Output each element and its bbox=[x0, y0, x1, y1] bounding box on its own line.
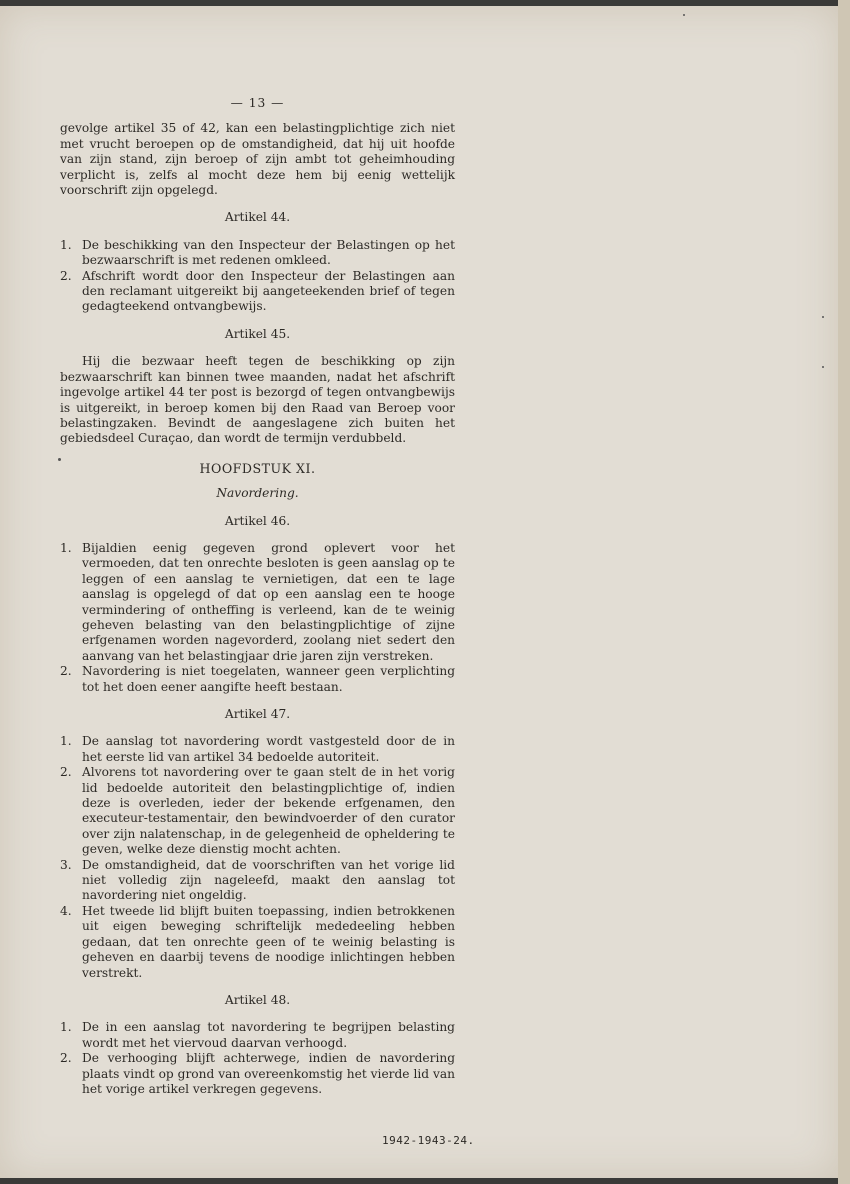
chapter-title: HOOFDSTUK XI. bbox=[199, 460, 316, 476]
item-number: 1. bbox=[60, 237, 72, 252]
article-46-item bbox=[60, 664, 455, 695]
article-46-title: Artikel 46. bbox=[224, 513, 291, 528]
paper-speck bbox=[58, 458, 61, 461]
paper-speck bbox=[822, 316, 824, 318]
item-number: 2. bbox=[60, 765, 72, 780]
article-44-list bbox=[60, 238, 455, 315]
article-48-item bbox=[60, 1051, 455, 1097]
item-text: Bijaldien eenig gegeven grond oplevert voor het vermoeden, dat ten onrechte besloten is geen aanslag op te leggen of een aanslag te vernietigen, dat een te lage aanslag is opgelegd of dat op een aanslag een te hooge vermindering of ontheffing is verleend, kan de te weinig geheven belasting van den belastingplichtige of zijne erfgenamen worden nagevorderd, zoolang niet sedert den aanvang van het belastingjaar drie jaren zijn verstreken. bbox=[82, 540, 455, 663]
item-number: 2. bbox=[60, 1051, 72, 1066]
item-text: De beschikking van den Inspecteur der Belastingen op het bezwaarschrift is met redenen omkleed. bbox=[82, 237, 455, 268]
article-44-item bbox=[60, 269, 455, 315]
item-number: 2. bbox=[60, 664, 72, 679]
item-text: Alvorens tot navordering over te gaan stelt de in het vorig lid bedoelde autoriteit den belastingplichtige of, indien deze is overleden, ieder der bekende erfgenamen, den executeur-testamentair, den bewindvoerder of den curator over zijn nalatenschap, in de gelegenheid de opheldering te geven, welke deze dienstig mocht achten. bbox=[82, 765, 455, 857]
article-48-title: Artikel 48. bbox=[224, 992, 291, 1007]
article-47-item bbox=[60, 904, 455, 981]
item-text: De verhooging blijft achterwege, indien de navordering plaats vindt op grond van overeenkomstig het vierde lid van het vorige artikel verkregen gegevens. bbox=[82, 1051, 455, 1096]
article-46-list bbox=[60, 541, 455, 695]
article-47-title: Artikel 47. bbox=[224, 707, 291, 721]
item-number: 4. bbox=[60, 903, 72, 918]
print-code-footer: 1942-1943-24. bbox=[382, 1134, 475, 1147]
item-text: Het tweede lid blijft buiten toepassing, indien betrokkenen uit eigen beweging schriftelijk mededeeling hebben gedaan, dat ten onrechte geen of te weinig belasting is geheven en daarbij tevens de noodige inlichtingen hebben verstrekt. bbox=[82, 903, 455, 980]
chapter-subtitle: Navordering. bbox=[216, 486, 299, 501]
item-number: 2. bbox=[60, 268, 72, 283]
item-number: 1. bbox=[60, 540, 72, 555]
intro-paragraph: gevolge artikel 35 of 42, kan een belastingplichtige zich niet met vrucht beroepen op de omstandigheid, dat hij uit hoofde van zijn stand, zijn beroep of zijn ambt tot geheimhouding verplicht is, zelfs al mocht deze hem bij eenig wettelijk voorschrift zijn opgelegd. bbox=[60, 121, 455, 198]
item-number: 1. bbox=[60, 1020, 72, 1035]
article-47-item bbox=[60, 734, 455, 765]
item-text: De in een aanslag tot navordering te begrijpen belasting wordt met het viervoud daarvan verhoogd. bbox=[82, 1020, 455, 1050]
article-47-item bbox=[60, 765, 455, 857]
article-45-text: Hij die bezwaar heeft tegen de beschikking op zijn bezwaarschrift kan binnen twee maanden, nadat het afschrift ingevolge artikel 44 ter post is bezorgd of tegen ontvangbewijs is uitgereikt, in beroep komen bij den Raad van Beroep voor belastingzaken. Bevindt de aangeslagene zich buiten het gebiedsdeel Curaçao, dan wordt de termijn verdubbeld. bbox=[60, 354, 455, 446]
item-text: Afschrift wordt door den Inspecteur der Belastingen aan den reclamant uitgereikt bij aangeteekenden brief of tegen gedagteekend ontvangbewijs. bbox=[82, 268, 455, 314]
item-text: Navordering is niet toegelaten, wanneer geen verplichting tot het doen eener aangifte heeft bestaan. bbox=[82, 664, 455, 694]
article-47-list bbox=[60, 734, 455, 981]
document-page bbox=[0, 6, 838, 1178]
article-44-title: Artikel 44. bbox=[224, 210, 291, 225]
paper-speck bbox=[683, 14, 685, 16]
article-47-item bbox=[60, 858, 455, 904]
page-edge bbox=[838, 0, 850, 1184]
article-44-item bbox=[60, 238, 455, 269]
article-45-title: Artikel 45. bbox=[224, 326, 291, 341]
item-text: De omstandigheid, dat de voorschriften van het vorige lid niet volledig zijn nageleefd, maakt den aanslag tot navordering niet ongeldig. bbox=[82, 857, 455, 903]
paper-speck bbox=[822, 366, 824, 368]
item-text: De aanslag tot navordering wordt vastgesteld door de in het eerste lid van artikel 34 bedoelde autoriteit. bbox=[82, 734, 455, 764]
item-number: 1. bbox=[60, 734, 72, 749]
article-46-item bbox=[60, 541, 455, 664]
page-content bbox=[60, 96, 455, 1097]
article-48-list bbox=[60, 1020, 455, 1097]
page-number: — 13 — bbox=[230, 96, 285, 110]
article-48-item bbox=[60, 1020, 455, 1051]
item-number: 3. bbox=[60, 857, 72, 872]
